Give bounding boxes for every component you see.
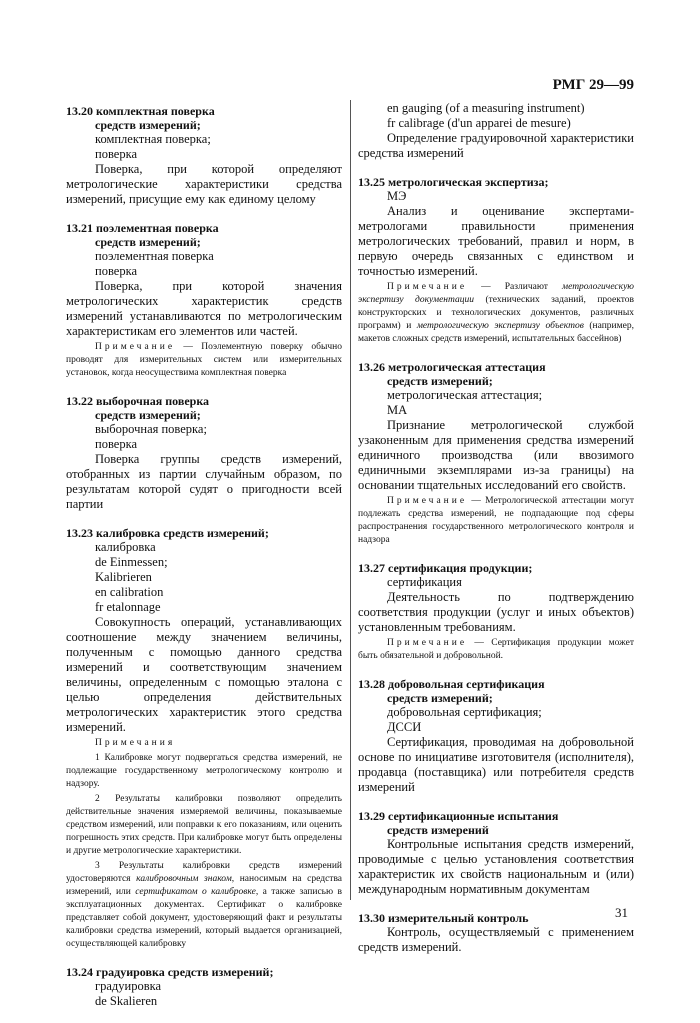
synonym: fr etalonnage <box>95 600 161 614</box>
note-term: калибровочным знаком <box>136 874 232 884</box>
term-title-cont: средств измерений; <box>95 408 201 422</box>
note-term: сертификатом о калибровке <box>135 887 256 897</box>
notes-heading: Примечания <box>95 738 176 748</box>
left-column <box>66 104 342 1023</box>
synonym: выборочная поверка; <box>95 422 207 436</box>
definition: Поверка, при которой определяют метрологические характеристики средства измерений, присущие ему как единому целому <box>66 162 342 206</box>
column-divider <box>350 100 351 900</box>
note-text: , а также записью в эксплуатационных документах. Сертификат о калибровке представляет собой документ, удостоверяющий факт и результаты калибровки средства измерений, который выдается организацией, осуществляющей калибровку <box>66 887 342 949</box>
note-text: — Поэлементную поверку обычно проводят для измерительных систем или измерительных установок, когда неосуществима комплектная поверка <box>66 342 342 378</box>
note-text: , наносимым на средства измерений, или <box>66 874 343 897</box>
note-text: 3 Результаты калибровки средств измерений удостоверяются <box>66 861 342 884</box>
term-13-21 <box>66 221 342 380</box>
note-text: — Метрологической аттестации могут подлежать средства измерений, не подпадающие под сферы распространения государственного метрологического контроля и надзора <box>358 496 634 545</box>
note-text: (технических заданий, проектов конструкторских и технологических документов, различных программ) и <box>358 295 634 331</box>
note-3 <box>66 860 342 951</box>
term-13-30 <box>358 911 634 955</box>
synonym: ДССИ <box>387 720 422 734</box>
synonym: метрологическая аттестация; <box>387 388 543 402</box>
note-text: (например, макетов сложных средств измерений, испытательных бассейнов) <box>358 321 634 344</box>
term-title: 13.22 выборочная поверка <box>66 394 210 408</box>
synonym: de Einmessen; <box>95 555 168 569</box>
term-title: 13.24 градуировка средств измерений; <box>66 965 274 979</box>
term-13-25 <box>358 175 634 346</box>
term-title: 13.26 метрологическая аттестация <box>358 360 546 374</box>
note-label: Примечание <box>387 496 468 506</box>
note <box>358 495 634 547</box>
synonym: поверка <box>95 264 137 278</box>
synonym: калибровка <box>95 540 156 554</box>
note <box>358 637 634 663</box>
note-label: Примечание <box>95 342 176 352</box>
note-2: 2 Результаты калибровки позволяют определить действительные значения измеряемой величины, показываемые средством измерений, или поправки к его показаниям, или оценить погрешность этих средств. При калибровке могут быть определены и другие метрологические характеристики. <box>66 794 342 856</box>
synonym: de Skalieren <box>95 994 158 1008</box>
note-1: 1 Калибровке могут подвергаться средства измерений, не подлежащие государственному метрологическому контролю и надзору. <box>66 753 342 789</box>
term-13-28 <box>358 677 634 795</box>
note-text: — Различают <box>467 282 563 292</box>
term-title: 13.28 добровольная сертификация <box>358 677 545 691</box>
note-text: — Сертификация продукции может быть обязательной и добровольной. <box>358 638 634 661</box>
note-label: Примечание <box>387 282 468 292</box>
term-13-24 <box>66 965 342 1009</box>
term-title-cont: средств измерений; <box>387 374 493 388</box>
definition: Совокупность операций, устанавливающих соотношение между значением величины, полученным с помощью данного средства измерений и соответствующим значением величины, определенным с помощью эталона с целью определения действительных метрологических характеристик этого средства измерений. <box>66 615 342 734</box>
term-title-cont: средств измерений; <box>387 691 493 705</box>
synonym: поверка <box>95 147 137 161</box>
term-title: 13.29 сертификационные испытания <box>358 809 559 823</box>
definition: Поверка группы средств измерений, отобранных из партии случайным образом, по результатам которой судят о пригодности всей партии <box>66 452 342 511</box>
term-title: 13.27 сертификация продукции; <box>358 561 533 575</box>
term-13-29 <box>358 809 634 897</box>
page-number: 31 <box>615 905 628 920</box>
definition: Контроль, осуществляемый с применением средств измерений. <box>358 925 634 954</box>
term-title: 13.23 калибровка средств измерений; <box>66 526 269 540</box>
term-title: 13.25 метрологическая экспертиза; <box>358 175 549 189</box>
term-13-27 <box>358 561 634 663</box>
synonym: поэлементная поверка <box>95 249 214 263</box>
term-13-20 <box>66 104 342 207</box>
term-title: 13.30 измерительный контроль <box>358 911 529 925</box>
term-13-26 <box>358 360 634 547</box>
note <box>358 281 634 346</box>
note-label: Примечание <box>387 638 468 648</box>
note-term: метрологическую экспертизу документации <box>358 282 634 305</box>
synonym: сертификация <box>387 575 462 589</box>
note <box>66 341 342 380</box>
synonym: Kalibrieren <box>95 570 152 584</box>
term-13-23 <box>66 526 342 951</box>
right-column <box>358 101 634 969</box>
definition: Сертификация, проводимая на добровольной основе по инициативе изготовителя (исполнителя), продавца (поставщика) или потребителя средств измерений <box>358 735 634 794</box>
definition: Анализ и оценивание экспертами-метрологами правильности применения метрологических требований, правил и норм, в первую очередь связанных с единством и точностью измерений. <box>358 204 634 278</box>
term-title-cont: средств измерений <box>387 823 489 837</box>
synonym: добровольная сертификация; <box>387 705 542 719</box>
term-title: 13.21 поэлементная поверка <box>66 221 219 235</box>
term-title: 13.20 комплектная поверка <box>66 104 215 118</box>
synonym: комплектная поверка; <box>95 132 211 146</box>
definition: Контрольные испытания средств измерений, проводимые с целью установления соответствия характеристик их свойств национальным и (или) международным нормативным документам <box>358 837 634 896</box>
synonym: поверка <box>95 437 137 451</box>
term-13-22 <box>66 394 342 512</box>
term-13-24-continued <box>358 101 634 161</box>
definition: Признание метрологической службой узаконенным для применения средства измерений единичного производства (или ввозимого единичными экземплярами из-за границы) на основании тщательных исследований его свойств. <box>358 418 634 492</box>
synonym: МА <box>387 403 408 417</box>
term-title-cont: средств измерений; <box>95 118 201 132</box>
definition: Поверка, при которой значения метрологических характеристик средств измерений устанавливаются по метрологическим характеристикам его элементов или частей. <box>66 279 342 338</box>
synonym: en gauging (of a measuring instrument) <box>387 101 585 115</box>
synonym: МЭ <box>387 189 407 203</box>
definition: Определение градуировочной характеристики средства измерений <box>358 131 634 160</box>
synonym: en calibration <box>95 585 164 599</box>
term-title-cont: средств измерений; <box>95 235 201 249</box>
synonym: градуировка <box>95 979 162 993</box>
note-term: метрологическую экспертизу объектов <box>416 321 584 331</box>
definition: Деятельность по подтверждению соответствия продукции (услуг и иных объектов) установленным требованиям. <box>358 590 634 634</box>
page-header: РМГ 29—99 <box>552 77 634 93</box>
synonym: fr calibrage (d'un apparei de mesure) <box>387 116 571 130</box>
